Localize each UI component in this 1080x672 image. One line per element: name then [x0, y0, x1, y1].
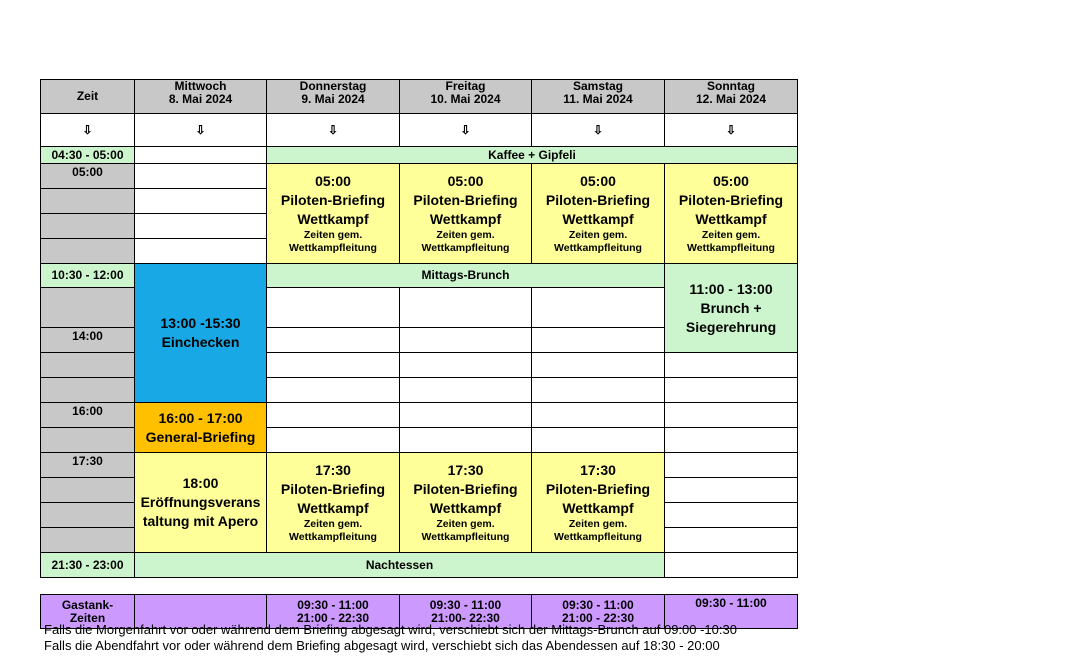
time-label: 05:00: [41, 164, 135, 189]
empty-slot: [665, 378, 798, 403]
schedule-table: [40, 79, 798, 629]
time-label: 10:30 - 12:00: [41, 264, 135, 288]
time-label: 21:30 - 23:00: [41, 553, 135, 578]
time-slot: [41, 353, 135, 378]
empty-slot: [400, 328, 532, 353]
empty-slot: [665, 353, 798, 378]
day-header-saturday: Samstag 11. Mai 2024: [532, 80, 665, 114]
empty-slot: [665, 553, 798, 578]
gas-tank-thursday: 09:30 - 11:00 21:00 - 22:30: [267, 595, 400, 629]
empty-slot: [267, 353, 400, 378]
empty-slot: [400, 403, 532, 428]
event-pilot-briefing-evening: 17:30 Piloten-Briefing Wettkampf Zeiten gem. Wettkampfleitung: [400, 453, 532, 553]
gas-tank-label: Gastank- Zeiten: [41, 595, 135, 629]
empty-slot: [135, 214, 267, 239]
down-arrow-icon: ⇩: [41, 114, 135, 147]
empty-slot: [532, 403, 665, 428]
time-slot: [41, 239, 135, 264]
empty-slot: [267, 378, 400, 403]
time-slot: [41, 503, 135, 528]
event-pilot-briefing-morning: 05:00 Piloten-Briefing Wettkampf Zeiten gem. Wettkampfleitung: [665, 164, 798, 264]
event-check-in: 13:00 -15:30 Einchecken: [135, 264, 267, 403]
time-slot: [41, 214, 135, 239]
empty-slot: [665, 403, 798, 428]
event-mittags-brunch: Mittags-Brunch: [267, 264, 665, 288]
empty-slot: [400, 353, 532, 378]
day-header-sunday: Sonntag 12. Mai 2024: [665, 80, 798, 114]
event-kaffee-gipfeli: Kaffee + Gipfeli: [267, 147, 798, 164]
down-arrow-icon: ⇩: [665, 114, 798, 147]
empty-slot: [532, 288, 665, 328]
time-column-header: Zeit: [41, 80, 135, 114]
event-pilot-briefing-morning: 05:00 Piloten-Briefing Wettkampf Zeiten gem. Wettkampfleitung: [267, 164, 400, 264]
time-label: 17:30: [41, 453, 135, 478]
empty-slot: [532, 378, 665, 403]
empty-slot: [665, 478, 798, 503]
event-pilot-briefing-evening: 17:30 Piloten-Briefing Wettkampf Zeiten gem. Wettkampfleitung: [532, 453, 665, 553]
footnote: Falls die Abendfahrt vor oder während dem Briefing abgesagt wird, verschiebt sich das Abendessen auf 18:30 - 20:00: [44, 638, 720, 653]
empty-slot: [267, 403, 400, 428]
empty-slot: [400, 288, 532, 328]
time-label: 16:00: [41, 403, 135, 428]
empty-slot: [135, 147, 267, 164]
event-nachtessen: Nachtessen: [135, 553, 665, 578]
footnotes: [44, 622, 737, 654]
day-header-friday: Freitag 10. Mai 2024: [400, 80, 532, 114]
down-arrow-icon: ⇩: [532, 114, 665, 147]
time-label: 14:00: [41, 328, 135, 353]
day-header-thursday: Donnerstag 9. Mai 2024: [267, 80, 400, 114]
time-slot: [41, 288, 135, 328]
time-slot: [41, 189, 135, 214]
gas-tank-sunday: 09:30 - 11:00: [665, 595, 798, 629]
time-slot: [41, 378, 135, 403]
empty-slot: [665, 528, 798, 553]
empty-slot: [665, 503, 798, 528]
empty-slot: [135, 164, 267, 189]
gas-tank-saturday: 09:30 - 11:00 21:00 - 22:30: [532, 595, 665, 629]
event-pilot-briefing-morning: 05:00 Piloten-Briefing Wettkampf Zeiten gem. Wettkampfleitung: [532, 164, 665, 264]
empty-slot: [532, 428, 665, 453]
gas-tank-friday: 09:30 - 11:00 21:00- 22:30: [400, 595, 532, 629]
spacer: [41, 578, 798, 595]
empty-slot: [267, 288, 400, 328]
down-arrow-icon: ⇩: [267, 114, 400, 147]
event-pilot-briefing-evening: 17:30 Piloten-Briefing Wettkampf Zeiten gem. Wettkampfleitung: [267, 453, 400, 553]
time-slot: [41, 428, 135, 453]
day-header-wednesday: Mittwoch 8. Mai 2024: [135, 80, 267, 114]
empty-slot: [532, 328, 665, 353]
down-arrow-icon: ⇩: [400, 114, 532, 147]
event-pilot-briefing-morning: 05:00 Piloten-Briefing Wettkampf Zeiten gem. Wettkampfleitung: [400, 164, 532, 264]
time-label: 04:30 - 05:00: [41, 147, 135, 164]
time-slot: [41, 528, 135, 553]
empty-slot: [267, 428, 400, 453]
empty-slot: [267, 328, 400, 353]
empty-slot: [665, 428, 798, 453]
event-general-briefing: 16:00 - 17:00 General-Briefing: [135, 403, 267, 453]
event-opening-ceremony: 18:00 Eröffnungsverans taltung mit Apero: [135, 453, 267, 553]
empty-slot: [400, 378, 532, 403]
empty-slot: [135, 189, 267, 214]
time-slot: [41, 478, 135, 503]
down-arrow-icon: ⇩: [135, 114, 267, 147]
empty-slot: [665, 453, 798, 478]
empty-slot: [400, 428, 532, 453]
empty-slot: [532, 353, 665, 378]
empty-slot: [135, 239, 267, 264]
event-brunch-award-ceremony: 11:00 - 13:00 Brunch + Siegerehrung: [665, 264, 798, 353]
footnote: Falls die Morgenfahrt vor oder während dem Briefing abgesagt wird, verschiebt sich der Mittags-Brunch auf 09:00 -10:30: [44, 622, 737, 637]
